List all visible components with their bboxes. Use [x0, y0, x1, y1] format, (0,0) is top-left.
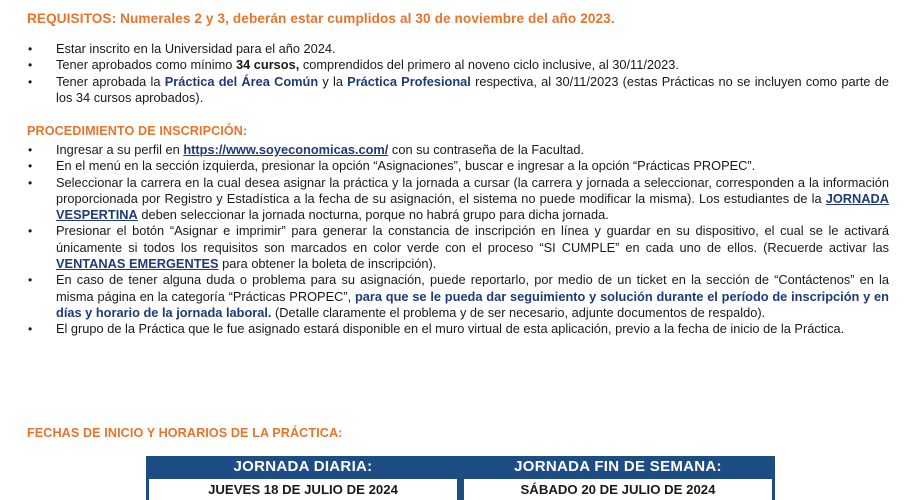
procedimiento-heading: PROCEDIMIENTO DE INSCRIPCIÓN: [27, 124, 248, 138]
list-item [0, 41, 905, 57]
list-item-text: comprendidos del primero al noveno ciclo inclusive, al 30/11/2023. [299, 57, 679, 73]
fechas-heading: FECHAS DE INICIO Y HORARIOS DE LA PRÁCTICA: [27, 426, 343, 440]
list-item-text: y la [318, 73, 348, 89]
schedule-date: JUEVES 18 DE JULIO DE 2024 [149, 479, 457, 500]
list-item-text: para obtener la boleta de inscripción). [218, 256, 437, 272]
list-item-text: Tener aprobada la [56, 73, 165, 89]
bold-text: 34 cursos, [235, 57, 300, 73]
bold-text: JORNADA VESPERTINA [56, 190, 889, 223]
bold-text: para que se le pueda dar seguimiento y solución durante el período de inscripción y en días y horario de la jornada laboral. [56, 288, 889, 320]
list-item [0, 272, 905, 321]
list-item [0, 74, 905, 107]
requisitos-heading: REQUISITOS: Numerales 2 y 3, deberán estar cumplidos al 30 de noviembre del año 2023. [27, 11, 615, 26]
schedule-table [146, 456, 775, 500]
list-item-text: Presionar el botón “Asignar e imprimir” para generar la constancia de inscripción en línea y guardar en su dispositivo, el cual se le activará únicamente si todos los requisitos son marcados en color verde con el proceso “SI CUMPLE” en cada uno de ellos. (Recuerde activar las [56, 223, 889, 255]
list-item-text: El grupo de la Práctica que le fue asignado estará disponible en el muro virtual de esta aplicación, previo a la fecha de inicio de la Práctica. [56, 321, 845, 337]
list-item [0, 223, 905, 272]
list-item-text: Ingresar a su perfil en [56, 142, 184, 157]
list-item-text: En caso de tener alguna duda o problema para su asignación, puede reportarlo, por medio de un ticket en la sección de “Contáctenos” en la misma página en la categoría “Prácticas PROPEC”, [56, 272, 889, 304]
list-item-text: deben seleccionar la jornada nocturna, porque no habrá grupo para dicha jornada. [137, 207, 609, 223]
schedule-header: JORNADA DIARIA: [233, 458, 373, 475]
schedule-date: SÁBADO 20 DE JULIO DE 2024 [464, 479, 772, 500]
bold-text: Práctica del Área Común [164, 73, 319, 89]
list-item-text: con su contraseña de la Facultad. [388, 142, 585, 157]
list-item [0, 142, 905, 158]
list-item-text: Estar inscrito en la Universidad para el año 2024. [56, 41, 336, 56]
list-item [0, 321, 905, 337]
list-item-text: Seleccionar la carrera en la cual desea asignar la práctica y la jornada a cursar (la carrera y jornada a seleccionar, corresponden a la información proporcionada por Registro y Estadística a la fecha de su asignación, el sistema no puede modificar la misma). Los estudiantes de la [56, 174, 889, 206]
requisitos-list [0, 41, 905, 106]
website-link[interactable]: https://www.soyeconomicas.com/ [183, 142, 389, 157]
list-item [0, 158, 905, 174]
list-item [0, 175, 905, 224]
list-item-text: (Detalle claramente el problema y de ser necesario, adjunte documentos de respaldo). [271, 304, 766, 320]
list-item-text: respectiva, al 30/11/2023 (estas Prácticas no se incluyen como parte de los 34 cursos aprobados). [56, 73, 889, 105]
bold-text: Práctica Profesional [347, 73, 471, 89]
list-item [0, 57, 905, 73]
schedule-header: JORNADA FIN DE SEMANA: [514, 458, 722, 475]
procedimiento-list [0, 142, 905, 338]
bold-text: VENTANAS EMERGENTES [56, 256, 219, 272]
list-item-text: En el menú en la sección izquierda, presionar la opción “Asignaciones”, buscar e ingresar a la opción “Prácticas PROPEC”. [56, 158, 756, 174]
list-item-text: Tener aprobados como mínimo [56, 57, 236, 73]
